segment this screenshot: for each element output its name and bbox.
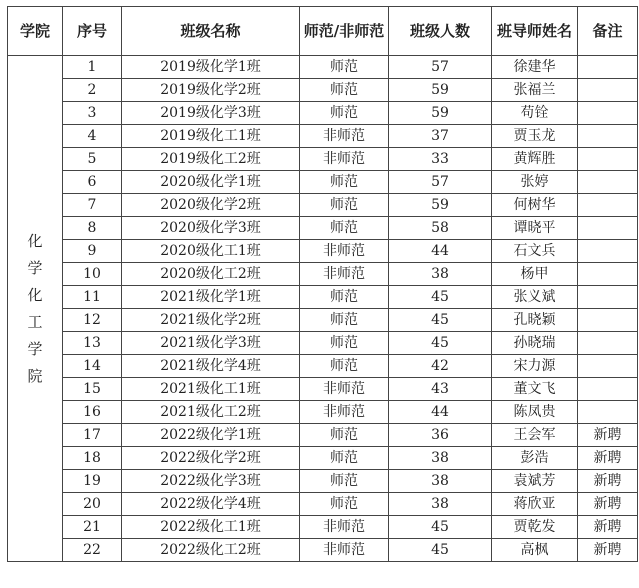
cell-note: 新聘 [578, 424, 638, 447]
cell-class-name: 2022级化学3班 [122, 470, 300, 493]
table-row [8, 56, 638, 79]
cell-seq: 19 [63, 470, 122, 493]
cell-seq: 9 [63, 240, 122, 263]
header-type: 师范/非师范 [300, 7, 389, 56]
cell-class-name: 2022级化学4班 [122, 493, 300, 516]
table-row [8, 194, 638, 217]
cell-teacher: 孙晓瑞 [492, 332, 578, 355]
cell-type: 非师范 [300, 516, 389, 539]
cell-teacher: 何树华 [492, 194, 578, 217]
cell-count: 45 [389, 516, 492, 539]
cell-count: 59 [389, 102, 492, 125]
table-row [8, 355, 638, 378]
cell-note [578, 194, 638, 217]
cell-count: 38 [389, 263, 492, 286]
cell-class-name: 2022级化学1班 [122, 424, 300, 447]
header-row [8, 7, 638, 56]
cell-teacher: 谭晓平 [492, 217, 578, 240]
cell-seq: 10 [63, 263, 122, 286]
header-teacher: 班导师姓名 [492, 7, 578, 56]
cell-class-name: 2019级化工1班 [122, 125, 300, 148]
cell-class-name: 2021级化工2班 [122, 401, 300, 424]
cell-note [578, 102, 638, 125]
cell-type: 非师范 [300, 539, 389, 562]
cell-type: 非师范 [300, 378, 389, 401]
cell-seq: 2 [63, 79, 122, 102]
table-row [8, 401, 638, 424]
cell-seq: 11 [63, 286, 122, 309]
cell-teacher: 张义斌 [492, 286, 578, 309]
table-row [8, 309, 638, 332]
table-row [8, 148, 638, 171]
table-row [8, 424, 638, 447]
cell-seq: 4 [63, 125, 122, 148]
cell-count: 45 [389, 286, 492, 309]
cell-teacher: 陈凤贵 [492, 401, 578, 424]
cell-type: 师范 [300, 309, 389, 332]
cell-note [578, 56, 638, 79]
cell-class-name: 2020级化学1班 [122, 171, 300, 194]
cell-type: 非师范 [300, 125, 389, 148]
table-row [8, 378, 638, 401]
cell-count: 59 [389, 79, 492, 102]
cell-seq: 18 [63, 447, 122, 470]
header-seq: 序号 [63, 7, 122, 56]
cell-class-name: 2020级化工1班 [122, 240, 300, 263]
cell-seq: 5 [63, 148, 122, 171]
cell-class-name: 2020级化学2班 [122, 194, 300, 217]
table-row [8, 516, 638, 539]
cell-type: 非师范 [300, 240, 389, 263]
cell-type: 师范 [300, 332, 389, 355]
cell-count: 38 [389, 493, 492, 516]
cell-count: 37 [389, 125, 492, 148]
cell-note [578, 217, 638, 240]
cell-type: 师范 [300, 355, 389, 378]
cell-note: 新聘 [578, 539, 638, 562]
cell-teacher: 张婷 [492, 171, 578, 194]
table-row [8, 447, 638, 470]
cell-type: 师范 [300, 424, 389, 447]
cell-note [578, 125, 638, 148]
table-row [8, 539, 638, 562]
cell-teacher: 张福兰 [492, 79, 578, 102]
cell-note [578, 378, 638, 401]
cell-type: 师范 [300, 286, 389, 309]
cell-note [578, 79, 638, 102]
cell-count: 42 [389, 355, 492, 378]
header-note: 备注 [578, 7, 638, 56]
cell-type: 师范 [300, 470, 389, 493]
cell-teacher: 蒋欣亚 [492, 493, 578, 516]
cell-seq: 1 [63, 56, 122, 79]
cell-seq: 7 [63, 194, 122, 217]
header-college: 学院 [8, 7, 63, 56]
cell-class-name: 2022级化学2班 [122, 447, 300, 470]
cell-type: 师范 [300, 79, 389, 102]
cell-count: 38 [389, 470, 492, 493]
table-row [8, 79, 638, 102]
cell-class-name: 2020级化工2班 [122, 263, 300, 286]
college-cell: 化 学 化 工 学 院 [8, 56, 63, 562]
cell-count: 57 [389, 171, 492, 194]
table-row [8, 263, 638, 286]
cell-seq: 22 [63, 539, 122, 562]
cell-seq: 16 [63, 401, 122, 424]
cell-teacher: 黄辉胜 [492, 148, 578, 171]
cell-count: 36 [389, 424, 492, 447]
cell-teacher: 杨甲 [492, 263, 578, 286]
cell-seq: 20 [63, 493, 122, 516]
cell-class-name: 2022级化工2班 [122, 539, 300, 562]
cell-class-name: 2021级化学1班 [122, 286, 300, 309]
cell-teacher: 贾乾发 [492, 516, 578, 539]
cell-seq: 12 [63, 309, 122, 332]
header-count: 班级人数 [389, 7, 492, 56]
cell-type: 师范 [300, 194, 389, 217]
cell-class-name: 2021级化学2班 [122, 309, 300, 332]
class-teacher-table [7, 6, 638, 562]
table-row [8, 240, 638, 263]
cell-teacher: 王会军 [492, 424, 578, 447]
cell-type: 师范 [300, 493, 389, 516]
cell-class-name: 2019级化学3班 [122, 102, 300, 125]
cell-note: 新聘 [578, 447, 638, 470]
table-row [8, 332, 638, 355]
cell-note [578, 401, 638, 424]
cell-note: 新聘 [578, 516, 638, 539]
table-row [8, 286, 638, 309]
cell-seq: 15 [63, 378, 122, 401]
cell-teacher: 高枫 [492, 539, 578, 562]
cell-count: 44 [389, 401, 492, 424]
cell-class-name: 2021级化学4班 [122, 355, 300, 378]
cell-teacher: 孔晓颖 [492, 309, 578, 332]
cell-count: 45 [389, 539, 492, 562]
cell-note [578, 309, 638, 332]
cell-count: 33 [389, 148, 492, 171]
cell-note [578, 240, 638, 263]
cell-teacher: 石文兵 [492, 240, 578, 263]
cell-type: 非师范 [300, 401, 389, 424]
cell-teacher: 徐建华 [492, 56, 578, 79]
cell-type: 师范 [300, 217, 389, 240]
cell-type: 师范 [300, 102, 389, 125]
cell-class-name: 2019级化工2班 [122, 148, 300, 171]
table-row [8, 470, 638, 493]
cell-class-name: 2020级化学3班 [122, 217, 300, 240]
cell-note [578, 148, 638, 171]
cell-class-name: 2021级化工1班 [122, 378, 300, 401]
cell-count: 43 [389, 378, 492, 401]
cell-teacher: 贾玉龙 [492, 125, 578, 148]
cell-count: 38 [389, 447, 492, 470]
cell-type: 非师范 [300, 263, 389, 286]
cell-count: 57 [389, 56, 492, 79]
cell-teacher: 董文飞 [492, 378, 578, 401]
cell-count: 44 [389, 240, 492, 263]
cell-type: 师范 [300, 171, 389, 194]
cell-teacher: 袁斌芳 [492, 470, 578, 493]
table-row [8, 102, 638, 125]
cell-note: 新聘 [578, 470, 638, 493]
table-row [8, 493, 638, 516]
cell-type: 师范 [300, 56, 389, 79]
cell-count: 58 [389, 217, 492, 240]
table-row [8, 217, 638, 240]
cell-teacher: 宋力源 [492, 355, 578, 378]
cell-seq: 8 [63, 217, 122, 240]
cell-class-name: 2019级化学2班 [122, 79, 300, 102]
cell-seq: 3 [63, 102, 122, 125]
cell-note [578, 286, 638, 309]
header-class-name: 班级名称 [122, 7, 300, 56]
table-row [8, 125, 638, 148]
cell-count: 45 [389, 332, 492, 355]
cell-seq: 6 [63, 171, 122, 194]
table-body [8, 56, 638, 562]
cell-seq: 17 [63, 424, 122, 447]
cell-note [578, 355, 638, 378]
cell-teacher: 苟铨 [492, 102, 578, 125]
table-row [8, 171, 638, 194]
cell-seq: 14 [63, 355, 122, 378]
cell-class-name: 2022级化工1班 [122, 516, 300, 539]
cell-seq: 21 [63, 516, 122, 539]
cell-class-name: 2021级化学3班 [122, 332, 300, 355]
cell-class-name: 2019级化学1班 [122, 56, 300, 79]
cell-teacher: 彭浩 [492, 447, 578, 470]
table-header [8, 7, 638, 56]
cell-note: 新聘 [578, 493, 638, 516]
cell-note [578, 171, 638, 194]
cell-count: 59 [389, 194, 492, 217]
cell-note [578, 263, 638, 286]
cell-count: 45 [389, 309, 492, 332]
cell-type: 非师范 [300, 148, 389, 171]
cell-note [578, 332, 638, 355]
cell-type: 师范 [300, 447, 389, 470]
cell-seq: 13 [63, 332, 122, 355]
